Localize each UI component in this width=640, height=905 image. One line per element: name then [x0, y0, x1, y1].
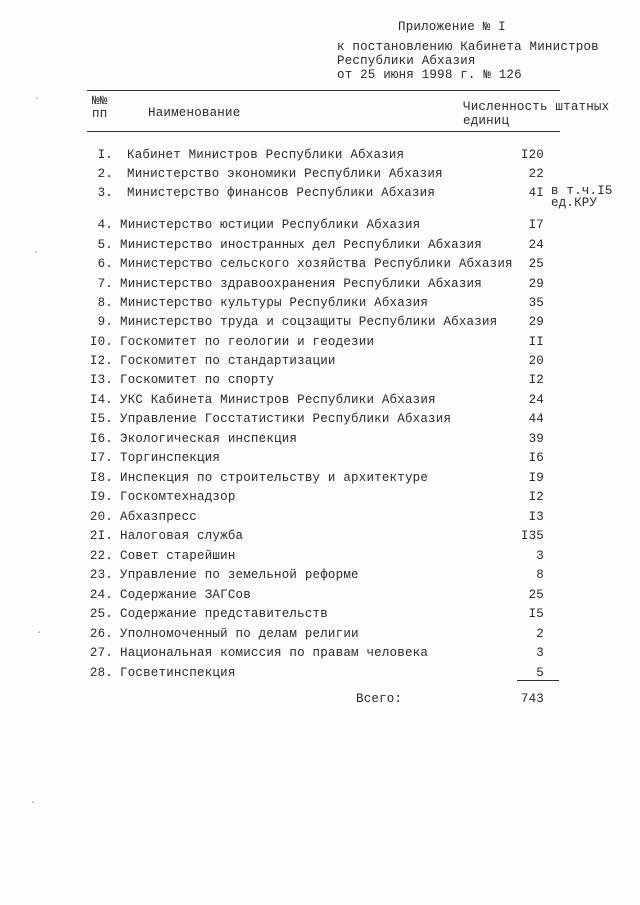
scan-speck: · [36, 628, 43, 639]
header-count-line1: Численность штатных [463, 100, 610, 114]
row-name: УКС Кабинета Министров Республики Абхазия [120, 393, 436, 407]
row-count: 29 [528, 277, 544, 291]
row-number: 24. [89, 588, 113, 602]
table-row [0, 666, 640, 685]
table-row [0, 529, 640, 548]
table-row [0, 471, 640, 490]
row-count: I2 [528, 490, 544, 504]
row-number: I0. [89, 335, 113, 349]
row-count: I6 [528, 451, 544, 465]
row-count: 3 [536, 549, 544, 563]
row-name: Министерство здравоохранения Республики Абхазия [120, 277, 482, 291]
table-row [0, 335, 640, 354]
row-number: I8. [89, 471, 113, 485]
row-count: 39 [528, 432, 544, 446]
row-count: 25 [528, 588, 544, 602]
appendix-decree-line: к постановлению Кабинета Министров [337, 40, 599, 54]
row-number: 2I. [89, 529, 113, 543]
row-name: Управление Госстатистики Республики Абхазия [120, 412, 452, 426]
scan-speck: · [30, 798, 37, 809]
table-row [0, 315, 640, 334]
table-top-rule [87, 90, 560, 91]
row-name: Уполномоченный по делам религии [120, 627, 359, 641]
table-row [0, 186, 640, 205]
table-row [0, 568, 640, 587]
row-name: Содержание представительств [120, 607, 328, 621]
header-number-symbol: №№ [92, 94, 108, 108]
row-count: I20 [520, 148, 544, 162]
appendix-date-line: от 25 июня 1998 г. № 126 [337, 68, 522, 82]
table-row [0, 167, 640, 186]
row-count: I35 [520, 529, 544, 543]
row-number: 5. [97, 238, 113, 252]
row-count: I9 [528, 471, 544, 485]
row-number: I3. [89, 373, 113, 387]
total-value: 743 [520, 692, 544, 706]
table-row [0, 412, 640, 431]
row-name: Содержание ЗАГСов [120, 588, 251, 602]
table-row [0, 510, 640, 529]
appendix-republic-line: Республики Абхазия [337, 54, 476, 68]
row-count: 22 [528, 167, 544, 181]
table-row [0, 393, 640, 412]
row-name: Министерство финансов Республики Абхазия [127, 186, 436, 200]
row-number: 6. [97, 257, 113, 271]
table-row [0, 296, 640, 315]
row-name: Управление по земельной реформе [120, 568, 359, 582]
appendix-title: Приложение № I [398, 20, 506, 34]
table-row [0, 646, 640, 665]
row-count: I7 [528, 218, 544, 232]
row-name: Госкомитет по стандартизации [120, 354, 336, 368]
table-row [0, 588, 640, 607]
table-row [0, 490, 640, 509]
row-number: 8. [97, 296, 113, 310]
row-number: 9. [97, 315, 113, 329]
row3-note-line1: в т.ч.I5 [551, 184, 613, 198]
table-row [0, 257, 640, 276]
scan-speck: · [33, 248, 40, 259]
row-count: 24 [528, 393, 544, 407]
row-number: 23. [89, 568, 113, 582]
row-number: I7. [89, 451, 113, 465]
header-number [92, 95, 107, 121]
table-row [0, 373, 640, 392]
table-row [0, 218, 640, 237]
row-number: I2. [89, 354, 113, 368]
row-number: 25. [89, 607, 113, 621]
row-count: 24 [528, 238, 544, 252]
row-name: Кабинет Министров Республики Абхазия [127, 148, 405, 162]
table-row [0, 627, 640, 646]
table-row [0, 549, 640, 568]
row-name: Национальная комиссия по правам человека [120, 646, 429, 660]
row-name: Госкомитет по спорту [120, 373, 275, 387]
row-number: I5. [89, 412, 113, 426]
row-count: 44 [528, 412, 544, 426]
row-name: Министерство труда и соцзащиты Республики Абхазия [120, 315, 498, 329]
row-name: Экологическая инспекция [120, 432, 298, 446]
table-row [0, 277, 640, 296]
row-number: 3. [97, 186, 113, 200]
header-name: Наименование [148, 106, 241, 120]
row-count: I5 [528, 607, 544, 621]
table-row [0, 432, 640, 451]
row-number: 26. [89, 627, 113, 641]
row-name: Госветинспекция [120, 666, 236, 680]
row-count: I3 [528, 510, 544, 524]
table-row [0, 148, 640, 167]
row-name: Госкомитет по геологии и геодезии [120, 335, 375, 349]
table-row [0, 238, 640, 257]
row-name: Торгинспекция [120, 451, 221, 465]
row-name: Абхазпресс [120, 510, 198, 524]
row-count: 29 [528, 315, 544, 329]
row-count: 2 [536, 627, 544, 641]
table-header-rule [87, 131, 560, 132]
row-name: Госкомтехнадзор [120, 490, 236, 504]
row-number: 22. [89, 549, 113, 563]
row-count: 8 [536, 568, 544, 582]
table-row [0, 354, 640, 373]
row-count: 4I [528, 186, 544, 200]
row-number: 4. [97, 218, 113, 232]
row-name: Министерство сельского хозяйства Республики Абхазия [120, 257, 513, 271]
row-count: 20 [528, 354, 544, 368]
row-count: 35 [528, 296, 544, 310]
row-count: 25 [528, 257, 544, 271]
row-number: I9. [89, 490, 113, 504]
table-row [0, 607, 640, 626]
header-count-line2: единиц [463, 114, 510, 128]
row-name: Министерство экономики Республики Абхазия [127, 167, 443, 181]
table-row [0, 451, 640, 470]
row3-note-line2: ед.КРУ [551, 196, 598, 210]
row-number: I6. [89, 432, 113, 446]
row-number: 7. [97, 277, 113, 291]
row-count: I2 [528, 373, 544, 387]
row-name: Совет старейшин [120, 549, 236, 563]
row-count: 5 [536, 666, 544, 680]
row-name: Инспекция по строительству и архитектуре [120, 471, 429, 485]
row-number: 2. [97, 167, 113, 181]
total-label: Всего: [356, 692, 403, 706]
row-count: 3 [536, 646, 544, 660]
header-number-abbrev: пп [92, 107, 108, 121]
row-number: I4. [89, 393, 113, 407]
row-number: 20. [89, 510, 113, 524]
row3-note [551, 185, 613, 209]
row-count: II [528, 335, 544, 349]
row-number: 28. [89, 666, 113, 680]
row-name: Налоговая служба [120, 529, 244, 543]
scan-speck: · [34, 94, 41, 105]
row-number: I. [97, 148, 113, 162]
row-name: Министерство культуры Республики Абхазия [120, 296, 429, 310]
header-count [463, 100, 609, 128]
row-name: Министерство иностранных дел Республики Абхазия [120, 238, 482, 252]
row-name: Министерство юстиции Республики Абхазия [120, 218, 421, 232]
total-rule [517, 680, 559, 681]
row-number: 27. [89, 646, 113, 660]
